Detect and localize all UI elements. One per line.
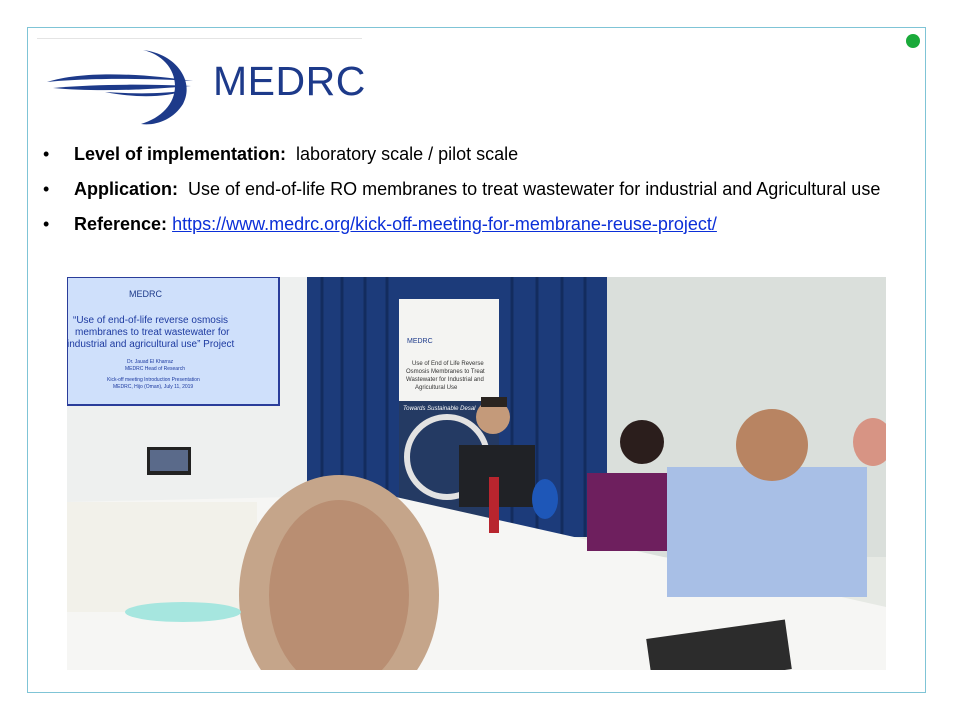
logo-divider <box>37 38 362 39</box>
banner-title-line: Use of End of Life Reverse <box>412 361 484 367</box>
banner-title-line: Agricultural Use <box>415 385 458 391</box>
bullet-level <box>40 141 900 167</box>
bullet-list <box>40 141 900 246</box>
screen-logo-text: MEDRC <box>129 289 162 299</box>
screen-title-line: “Use of end-of-life reverse osmosis <box>73 315 229 326</box>
reference-link[interactable]: https://www.medrc.org/kick-off-meeting-for-membrane-reuse-project/ <box>172 214 717 234</box>
banner-logo-text: MEDRC <box>407 338 433 345</box>
medrc-logo-icon <box>45 44 195 126</box>
bullet-label: Reference: <box>74 214 168 234</box>
screen-title-line: membranes to treat wastewater for <box>75 327 230 338</box>
screen-presenter: Dr. Jauad El Kharraz <box>127 359 174 365</box>
banner-footer: Towards Sustainable Desal <box>403 406 476 412</box>
banner-title-line: Wastewater for Industrial and <box>406 377 484 383</box>
screen-location: MEDRC, Hijo (Oman), July 11, 2019 <box>113 384 194 390</box>
bullet-label: Level of implementation: <box>74 144 287 164</box>
status-dot-icon <box>906 34 920 48</box>
bullet-text: Use of end-of-life RO membranes to treat wastewater for industrial and Agricultural use <box>188 179 881 199</box>
bullet-text: laboratory scale / pilot scale <box>296 144 519 164</box>
screen-presenter-role: MEDRC Head of Research <box>125 366 186 372</box>
meeting-photo-illustration <box>67 277 886 670</box>
screen-event: Kick-off meeting Introduction Presentation <box>107 377 200 383</box>
bullet-application <box>40 176 900 202</box>
bullet-icon: • <box>43 214 50 234</box>
logo-wordmark: MEDRC <box>213 58 366 104</box>
bullet-label: Application: <box>74 179 178 199</box>
banner-title-line: Osmosis Membranes to Treat <box>406 369 485 375</box>
screen-title-line: industrial and agricultural use” Project <box>67 339 235 350</box>
bullet-reference <box>40 211 900 237</box>
meeting-photo <box>67 277 886 670</box>
bullet-icon: • <box>43 144 50 164</box>
bullet-icon: • <box>43 179 50 199</box>
